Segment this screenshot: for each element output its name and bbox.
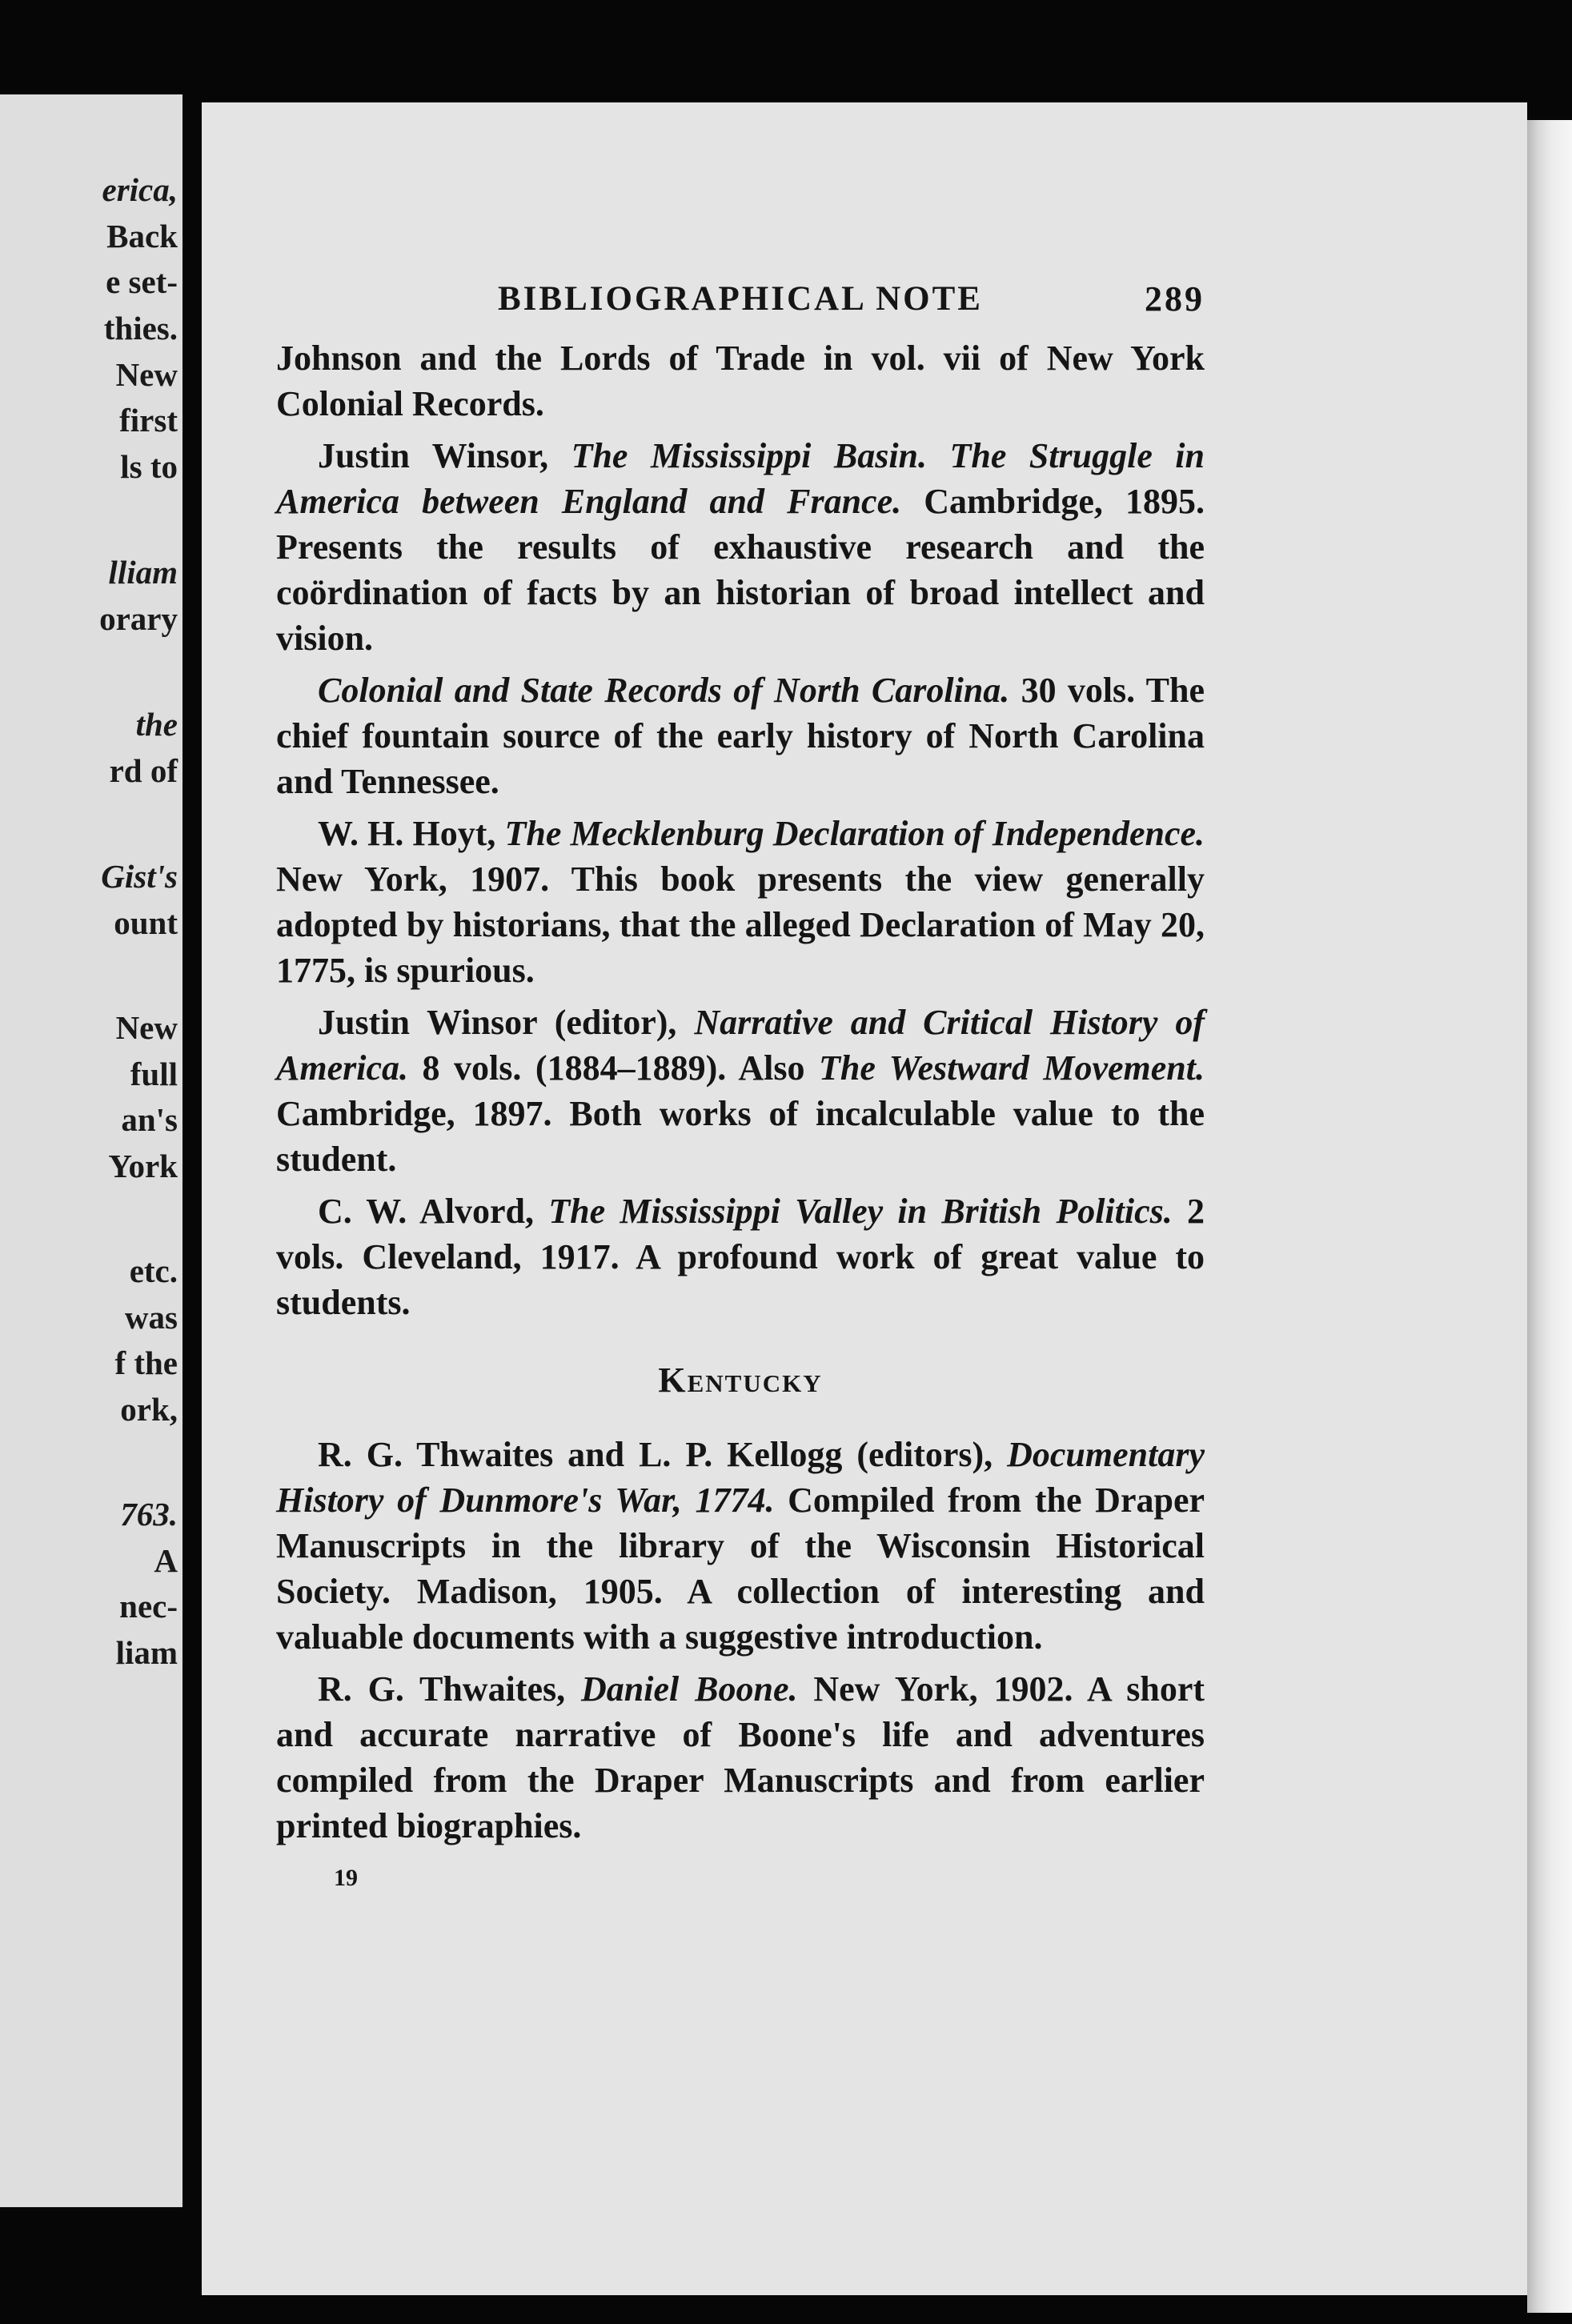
facing-page-text: Back [106, 218, 178, 254]
entry-text: Compiled from the Draper Manuscripts in the library of the Wisconsin Historical Society. Madison, 1905. A collection of interesting and valuable documents with a suggestive introduction. [276, 1481, 1205, 1657]
entry-title: Colonial and State Records of North Carolina. [318, 671, 1010, 710]
running-head [276, 276, 1205, 335]
bibliography-entry [276, 433, 1205, 661]
entry-text: Cambridge, 1895. Presents the results of exhaustive research and the coördination of facts by an historian of broad intellect and vision. [276, 482, 1205, 658]
entry-text: New York, 1907. This book presents the view generally adopted by historians, that the alleged Declaration of May 20, 1775, is spurious. [276, 859, 1205, 990]
facing-page-text: thies. [103, 310, 178, 347]
facing-page-text: New [115, 1009, 178, 1046]
entry-text: 8 vols. (1884–1889). Also [407, 1048, 819, 1088]
facing-page-text: 763. [120, 1496, 178, 1533]
facing-page-text: was [124, 1299, 178, 1336]
facing-page-text: New [115, 356, 178, 393]
facing-page-text: first [119, 402, 178, 439]
entries-before [276, 335, 1205, 1325]
entry-text: Johnson and the Lords of Trade in vol. vii of New York Colonial Records. [276, 339, 1205, 423]
bibliography-entry [276, 1432, 1205, 1660]
facing-page-text: liam [115, 1634, 178, 1671]
running-title: BIBLIOGRAPHICAL NOTE [498, 280, 983, 318]
facing-page-text: full [130, 1056, 178, 1092]
signature-mark: 19 [334, 1865, 358, 1891]
entry-text: C. W. Alvord, [318, 1192, 549, 1231]
facing-page-text: the [135, 706, 178, 743]
entry-title: The Mecklenburg Declaration of Independence. [504, 814, 1205, 853]
page-edge-shadow [1527, 120, 1572, 2313]
section-heading: Kentucky [658, 1360, 823, 1400]
entry-text: Justin Winsor (editor), [318, 1003, 695, 1042]
facing-page-text: erica, [102, 171, 178, 208]
entry-text: 2 vols. Cleveland, 1917. A profound work of great value to students. [276, 1192, 1205, 1322]
facing-page-text: ork, [120, 1391, 178, 1428]
bibliography-entry [276, 667, 1205, 804]
page-number: 289 [1145, 279, 1205, 319]
facing-page-text: etc. [129, 1252, 178, 1289]
bibliography-entry [276, 1666, 1205, 1849]
facing-page-text: ount [114, 904, 178, 941]
facing-page-fragment [0, 94, 182, 2207]
entry-text: 30 vols. The chief fountain source of the early history of North Carolina and Tennessee. [276, 671, 1205, 801]
entry-title: Documentary History of Dunmore's War, 1774. [276, 1435, 1205, 1520]
page-content [276, 276, 1205, 1901]
entry-text: W. H. Hoyt, [318, 814, 505, 853]
facing-page-text: rd of [109, 752, 178, 789]
entry-text: R. G. Thwaites, [318, 1669, 582, 1709]
facing-page-text: ls to [120, 448, 178, 485]
entries-after [276, 1432, 1205, 1849]
bibliography-entry [276, 1188, 1205, 1325]
entry-text: Justin Winsor, [318, 436, 571, 475]
facing-page-text: e set- [106, 263, 178, 300]
entry-text: New York, 1902. A short and accurate narrative of Boone's life and adventures compiled from the Draper Manuscripts and from earlier printed biographies. [276, 1669, 1205, 1845]
entry-text: Cambridge, 1897. Both works of incalculable value to the student. [276, 1094, 1205, 1179]
facing-page-text: orary [99, 600, 178, 637]
entry-title: Narrative and Critical History of America. [276, 1003, 1205, 1088]
entry-title: The Mississippi Basin. The Struggle in America between England and France. [276, 436, 1205, 521]
facing-page-text: lliam [108, 554, 178, 591]
facing-page-text: f the [114, 1344, 178, 1381]
entry-title: The Westward Movement. [819, 1048, 1205, 1088]
facing-page-text: nec- [119, 1588, 178, 1625]
bibliography-entry [276, 811, 1205, 993]
entry-title: The Mississippi Valley in British Politics. [548, 1192, 1173, 1231]
bibliography-entry [276, 335, 1205, 427]
facing-page-text: A [154, 1542, 178, 1579]
facing-page-text: York [108, 1148, 178, 1184]
facing-page-text: an's [121, 1101, 178, 1138]
facing-page-text: Gist's [101, 858, 178, 895]
entry-text: R. G. Thwaites and L. P. Kellogg (editors), [318, 1435, 1008, 1474]
entry-title: Daniel Boone. [581, 1669, 798, 1709]
bibliography-entry [276, 1000, 1205, 1182]
